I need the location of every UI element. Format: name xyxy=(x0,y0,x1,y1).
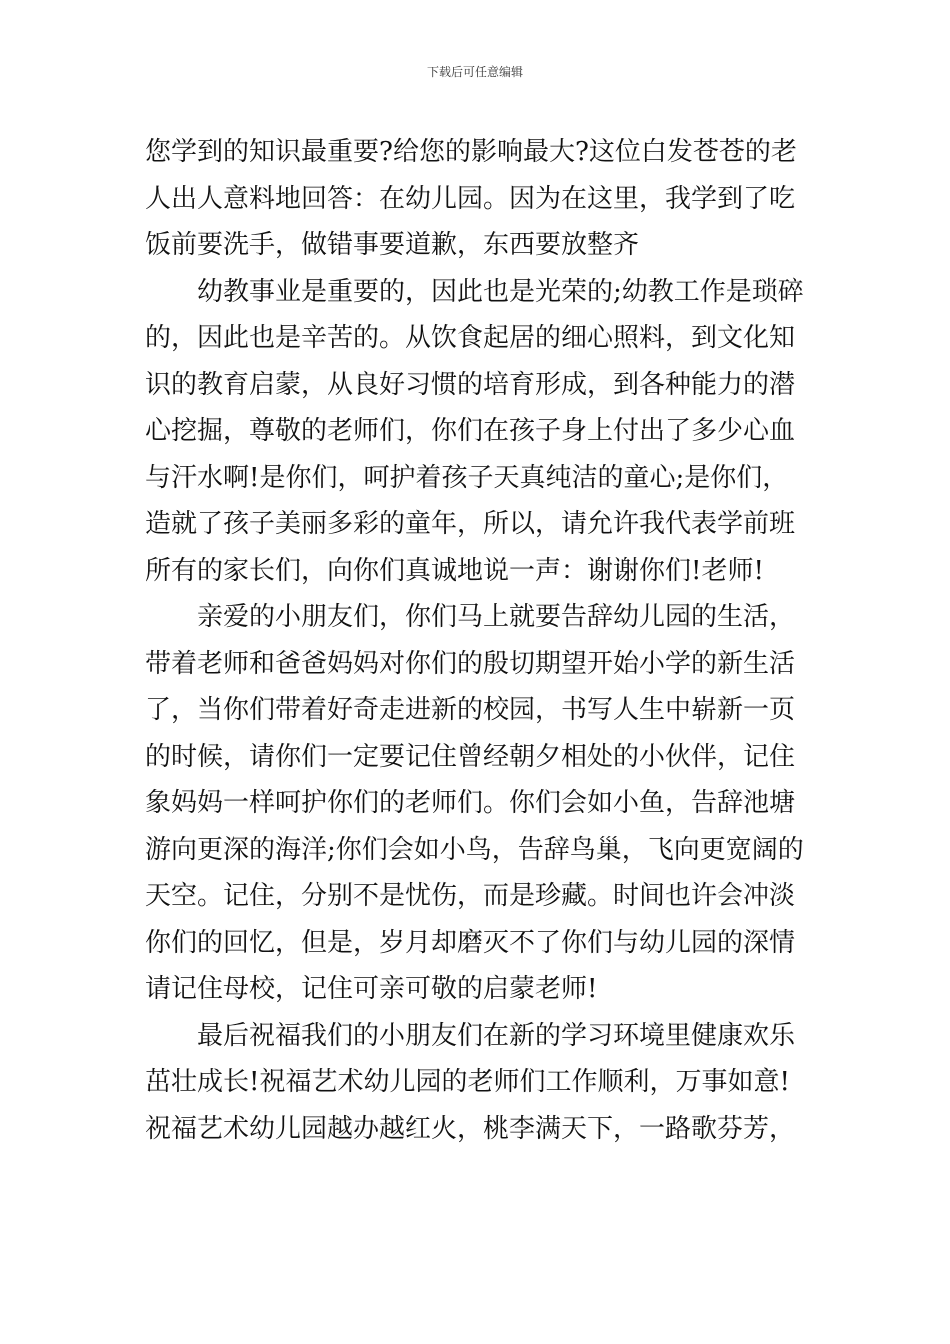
text-line: 心挖掘，尊敬的老师们，你们在孩子身上付出了多少心血 xyxy=(145,416,796,446)
text-line: 祝福艺术幼儿园越办越红火，桃李满天下，一路歌芬芳， xyxy=(145,1113,796,1144)
text-line: 造就了孩子美丽多彩的童年，所以，请允许我代表学前班 xyxy=(145,509,796,539)
paragraph-start-line: 幼教事业是重要的，因此也是光荣的;幼教工作是琐碎 xyxy=(197,276,804,307)
paragraph-start-line: 亲爱的小朋友们，你们马上就要告辞幼儿园的生活， xyxy=(197,602,796,632)
text-line: 请记住母校，记住可亲可敬的启蒙老师! xyxy=(145,974,598,1004)
text-line: 天空。记住，分别不是忧伤，而是珍藏。时间也许会冲淡 xyxy=(145,881,796,911)
text-line: 的时候，请你们一定要记住曾经朝夕相处的小伙伴，记住 xyxy=(145,741,796,772)
text-line: 游向更深的海洋;你们会如小鸟，告辞鸟巢，飞向更宽阔的 xyxy=(145,834,804,865)
text-line: 与汗水啊!是你们，呵护着孩子天真纯洁的童心;是你们， xyxy=(145,462,789,493)
text-line: 带着老师和爸爸妈妈对你们的殷切期望开始小学的新生活 xyxy=(145,648,796,679)
text-line: 饭前要洗手，做错事要道歉，东西要放整齐 xyxy=(145,230,640,260)
paragraph-start-line: 最后祝福我们的小朋友们在新的学习环境里健康欢乐 xyxy=(197,1020,796,1051)
text-line: 所有的家长们，向你们真诚地说一声：谢谢你们!老师! xyxy=(145,555,764,586)
text-line: 了，当你们带着好奇走进新的校园，书写人生中崭新一页 xyxy=(145,695,796,725)
text-line: 象妈妈一样呵护你们的老师们。你们会如小鱼，告辞池塘 xyxy=(145,788,796,818)
text-line: 您学到的知识最重要?给您的影响最大?这位白发苍苍的老 xyxy=(145,137,797,167)
text-line: 茁壮成长!祝福艺术幼儿园的老师们工作顺利，万事如意! xyxy=(145,1067,790,1097)
document-body xyxy=(145,129,810,1152)
page-header: 下载后可任意编辑 xyxy=(426,65,523,79)
text-line: 识的教育启蒙，从良好习惯的培育形成，到各种能力的潜 xyxy=(145,369,796,400)
text-line: 的，因此也是辛苦的。从饮食起居的细心照料，到文化知 xyxy=(145,323,796,353)
text-line: 你们的回忆，但是，岁月却磨灭不了你们与幼儿园的深情 xyxy=(145,927,796,958)
text-line: 人出人意料地回答：在幼儿园。因为在这里，我学到了吃 xyxy=(145,183,796,214)
